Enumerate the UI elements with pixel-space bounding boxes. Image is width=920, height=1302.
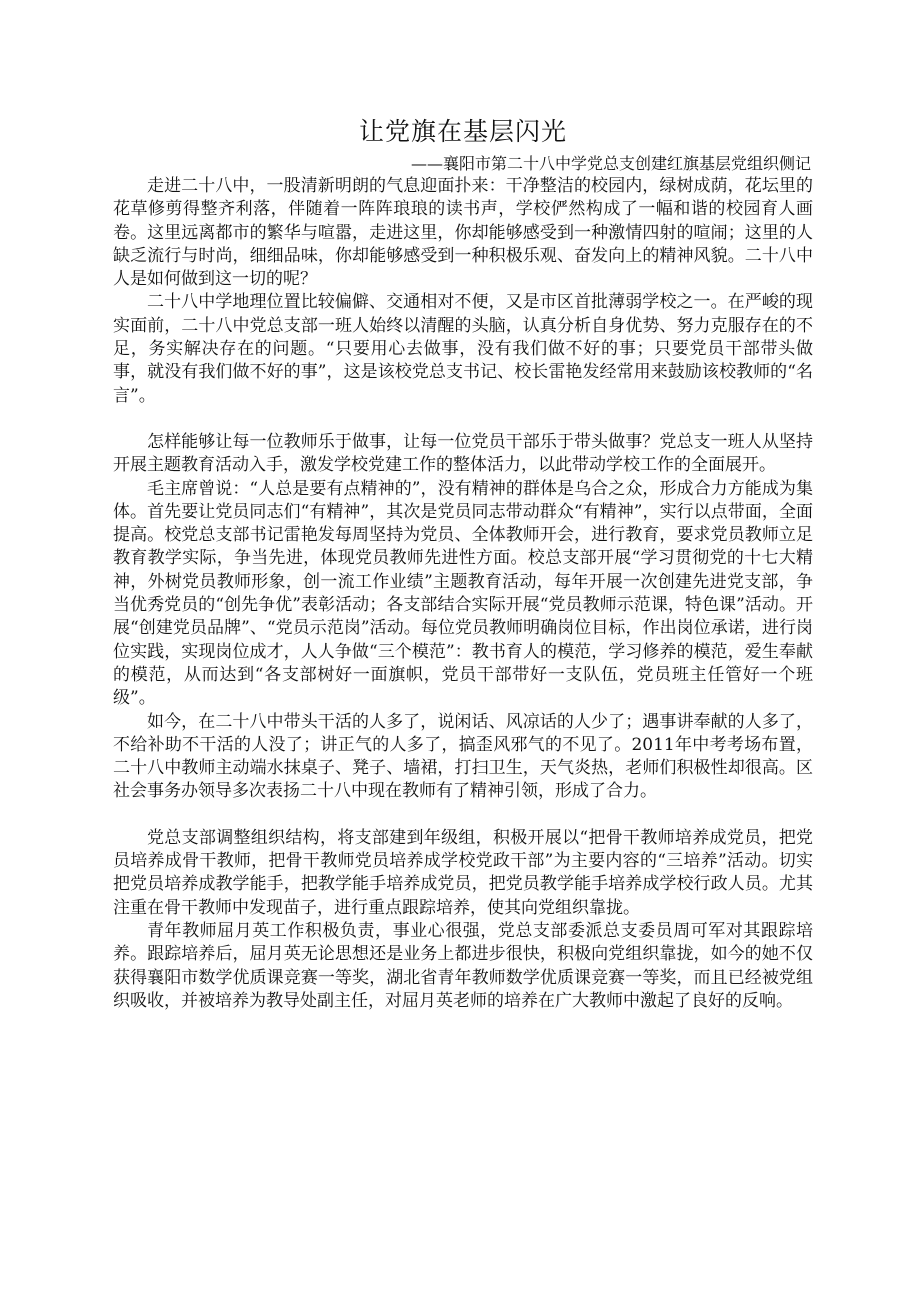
paragraph-young-teacher: 青年教师屈月英工作积极负责，事业心很强，党总支部委派总支委员周可军对其跟踪培养。跟踪培养后，屈月英无论思想还是业务上都进步很快，积极向党组织靠拢，如今的她不仅获得襄阳市数学优质课竞赛一等奖，湖北省青年教师数学优质课竞赛一等奖，而且已经被党组织吸收，并被培养为教导处副主任，对屈月英老师的培养在广大教师中激起了良好的反响。 bbox=[113, 920, 813, 1011]
paragraph-spirit: 毛主席曾说：“人总是要有点精神的”，没有精神的群体是乌合之众，形成合力方能成为集体。首先要让党员同志们“有精神”，其次是党员同志带动群众“有精神”，实行以点带面，全面提高。校党总支部书记雷艳发每周坚持为党员、全体教师开会，进行教育，要求党员教师立足教育教学实际，争当先进，体现党员教师先进性方面。校总支部开展“学习贯彻党的十七大精神，外树党员教师形象，创一流工作业绩”主题教育活动，每年开展一次创建先进党支部，争当优秀党员的“创先争优”表彰活动；各支部结合实际开展“党员教师示范课，特色课”活动。开展“创建党员品牌”、“党员示范岗”活动。每位党员教师明确岗位目标，作出岗位承诺，进行岗位实践，实现岗位成才，人人争做“三个模范”：教书育人的模范，学习修养的模范，爱生奉献的模范，从而达到“各支部树好一面旗帜，党员干部带好一支队伍，党员班主任管好一个班级”。 bbox=[113, 478, 813, 709]
paragraph-gap bbox=[113, 408, 813, 431]
paragraph-intro: 走进二十八中，一股清新明朗的气息迎面扑来：干净整洁的校园内，绿树成荫，花坛里的花草修剪得整齐利落，伴随着一阵阵琅琅的读书声，学校俨然构成了一幅和谐的校园育人画卷。这里远离都市的繁华与喧嚣，走进这里，你却能够感受到一种激情四射的喧闹；这里的人缺乏流行与时尚，细细品味，你却能够感受到一种积极乐观、奋发向上的精神风貌。二十八中人是如何做到这一切的呢？ bbox=[113, 176, 813, 290]
document-page bbox=[113, 112, 813, 1013]
document-subtitle: ——襄阳市第二十八中学党总支创建红旗基层党组织侧记 bbox=[410, 154, 811, 173]
paragraph-question: 怎样能够让每一位教师乐于做事，让每一位党员干部乐于带头做事？党总支一班人从坚持开展主题教育活动入手，激发学校党建工作的整体活力，以此带动学校工作的全面展开。 bbox=[113, 431, 813, 476]
paragraph-results: 如今，在二十八中带头干活的人多了，说闲话、风凉话的人少了；遇事讲奉献的人多了，不给补助不干活的人没了；讲正气的人多了，搞歪风邪气的不见了。2011年中考考场布置，二十八中教师主动端水抹桌子、凳子、墙裙，打扫卫生，天气炎热，老师们积极性却很高。区社会事务办领导多次表扬二十八中现在教师有了精神引领，形成了合力。 bbox=[113, 711, 813, 802]
paragraph-gap bbox=[113, 804, 813, 827]
document-title: 让党旗在基层闪光 bbox=[358, 117, 567, 146]
paragraph-location: 二十八中学地理位置比较偏僻、交通相对不便，又是市区首批薄弱学校之一。在严峻的现实面前，二十八中党总支部一班人始终以清醒的头脑，认真分析自身优势、努力克服存在的不足，务实解决存在的问题。“只要用心去做事，没有我们做不好的事；只要党员干部带头做事，就没有我们做不好的事”，这是该校党总支书记、校长雷艳发经常用来鼓励该校教师的“名言”。 bbox=[113, 292, 813, 406]
paragraph-structure: 党总支部调整组织结构，将支部建到年级组，积极开展以“把骨干教师培养成党员，把党员培养成骨干教师，把骨干教师党员培养成学校党政干部”为主要内容的“三培养”活动。切实把党员培养成教学能手，把教学能手培养成党员，把党员教学能手培养成学校行政人员。尤其注重在骨干教师中发现苗子，进行重点跟踪培养，使其向党组织靠拢。 bbox=[113, 827, 813, 918]
